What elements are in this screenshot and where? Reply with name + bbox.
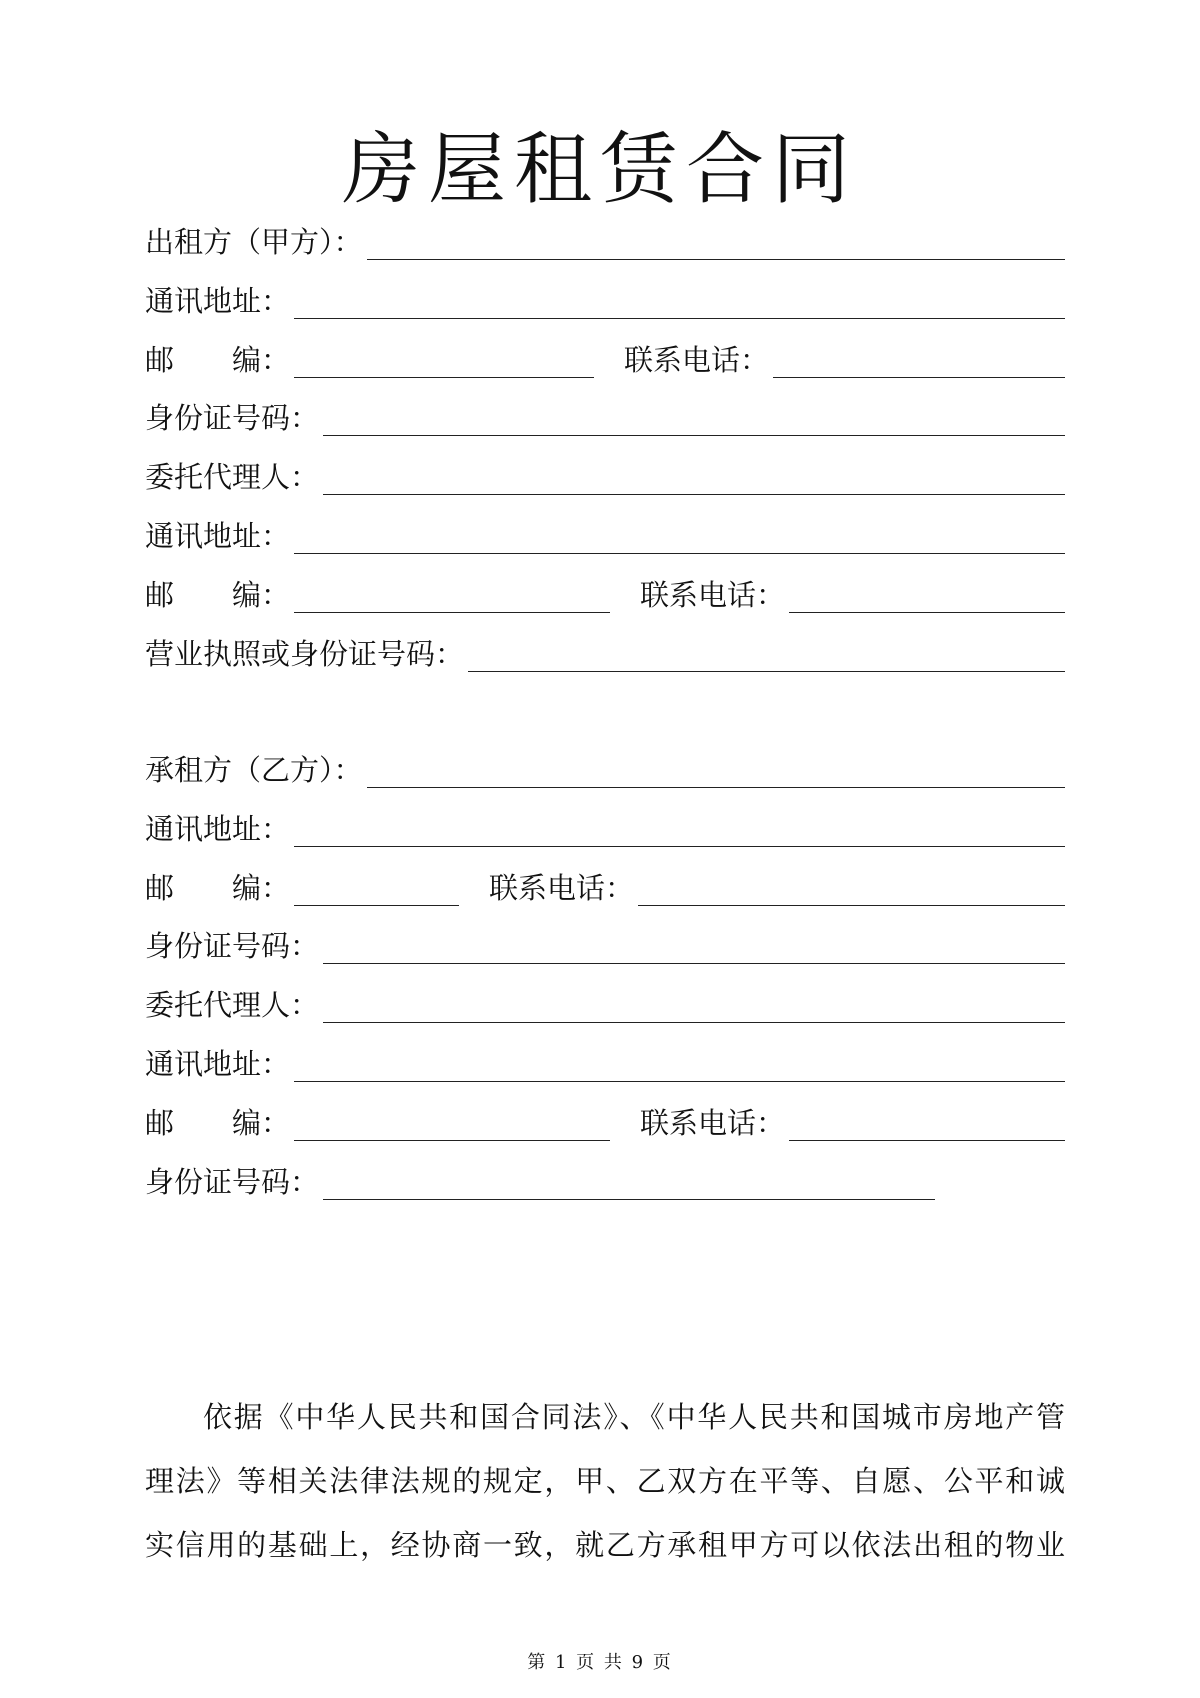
lessee-contact-row xyxy=(145,864,1065,908)
lessor-address-row xyxy=(145,277,1065,321)
lessee-agent-phone-label: 联系电话： xyxy=(640,1106,786,1140)
lessee-field[interactable] xyxy=(367,753,1065,788)
lessor-id-label: 身份证号码： xyxy=(145,401,320,435)
lessee-address-row xyxy=(145,805,1065,849)
contract-preamble xyxy=(145,1385,1065,1577)
lessor-postcode-field[interactable] xyxy=(294,343,594,378)
lessor-contact-row xyxy=(145,336,1065,380)
lessee-agent-phone-field[interactable] xyxy=(789,1106,1065,1141)
lessor-agent-phone-field[interactable] xyxy=(789,578,1065,613)
lessee-agent-address-label: 通讯地址： xyxy=(145,1047,291,1081)
lessee-agent-row xyxy=(145,981,1065,1025)
lessor-agent-label: 委托代理人： xyxy=(145,460,320,494)
lessee-postcode-label: 邮 编： xyxy=(145,871,291,905)
lessor-agent-address-field[interactable] xyxy=(294,519,1065,554)
lessor-agent-address-label: 通讯地址： xyxy=(145,519,291,553)
lessor-agent-row xyxy=(145,453,1065,497)
lessor-license-label: 营业执照或身份证号码： xyxy=(145,637,465,671)
lessee-agent-id-row xyxy=(145,1158,935,1202)
page-number: 第 1 页 共 9 页 xyxy=(527,1652,673,1673)
lessor-phone-label: 联系电话： xyxy=(624,343,770,377)
lessee-agent-label: 委托代理人： xyxy=(145,988,320,1022)
lessor-row xyxy=(145,218,1065,262)
lessor-agent-phone-label: 联系电话： xyxy=(640,578,786,612)
preamble-line-2: 理法》等相关法律法规的规定，甲、乙双方在平等、自愿、公平和诚 xyxy=(145,1464,1065,1498)
lessor-id-row xyxy=(145,394,1065,438)
lessor-field[interactable] xyxy=(367,225,1065,260)
lessee-label: 承租方（乙方）： xyxy=(145,753,363,787)
lessee-id-row xyxy=(145,922,1065,966)
lessor-label: 出租方（甲方）： xyxy=(145,225,363,259)
lessor-agent-contact-row xyxy=(145,571,1065,615)
lessee-agent-postcode-label: 邮 编： xyxy=(145,1106,291,1140)
lessee-phone-field[interactable] xyxy=(638,871,1065,906)
lessee-agent-id-label: 身份证号码： xyxy=(145,1165,320,1199)
lessor-phone-field[interactable] xyxy=(773,343,1065,378)
lessor-agent-postcode-label: 邮 编： xyxy=(145,578,291,612)
lessee-phone-label: 联系电话： xyxy=(489,871,635,905)
lessee-row xyxy=(145,746,1065,790)
lessee-agent-postcode-field[interactable] xyxy=(294,1106,610,1141)
lessor-id-field[interactable] xyxy=(323,401,1065,436)
lessor-agent-field[interactable] xyxy=(323,460,1065,495)
preamble-line-3: 实信用的基础上，经协商一致，就乙方承租甲方可以依法出租的物业 xyxy=(145,1528,1065,1562)
lessee-agent-contact-row xyxy=(145,1099,1065,1143)
lessor-agent-postcode-field[interactable] xyxy=(294,578,610,613)
lessee-agent-id-field[interactable] xyxy=(323,1165,935,1200)
document-title: 房屋租赁合同 xyxy=(341,125,858,215)
lessor-address-label: 通讯地址： xyxy=(145,284,291,318)
lessor-postcode-label: 邮 编： xyxy=(145,343,291,377)
lessee-postcode-field[interactable] xyxy=(294,871,459,906)
lessor-agent-address-row xyxy=(145,512,1065,556)
lessee-address-field[interactable] xyxy=(294,812,1065,847)
lessee-address-label: 通讯地址： xyxy=(145,812,291,846)
lessee-agent-field[interactable] xyxy=(323,988,1065,1023)
preamble-line-1: 依据《中华人民共和国合同法》、《中华人民共和国城市房地产管 xyxy=(203,1400,1065,1434)
lessor-license-row xyxy=(145,630,1065,674)
lessee-agent-address-field[interactable] xyxy=(294,1047,1065,1082)
lessor-license-field[interactable] xyxy=(468,637,1065,672)
lessee-agent-address-row xyxy=(145,1040,1065,1084)
lessee-id-field[interactable] xyxy=(323,929,1065,964)
lessee-id-label: 身份证号码： xyxy=(145,929,320,963)
lessor-address-field[interactable] xyxy=(294,284,1065,319)
